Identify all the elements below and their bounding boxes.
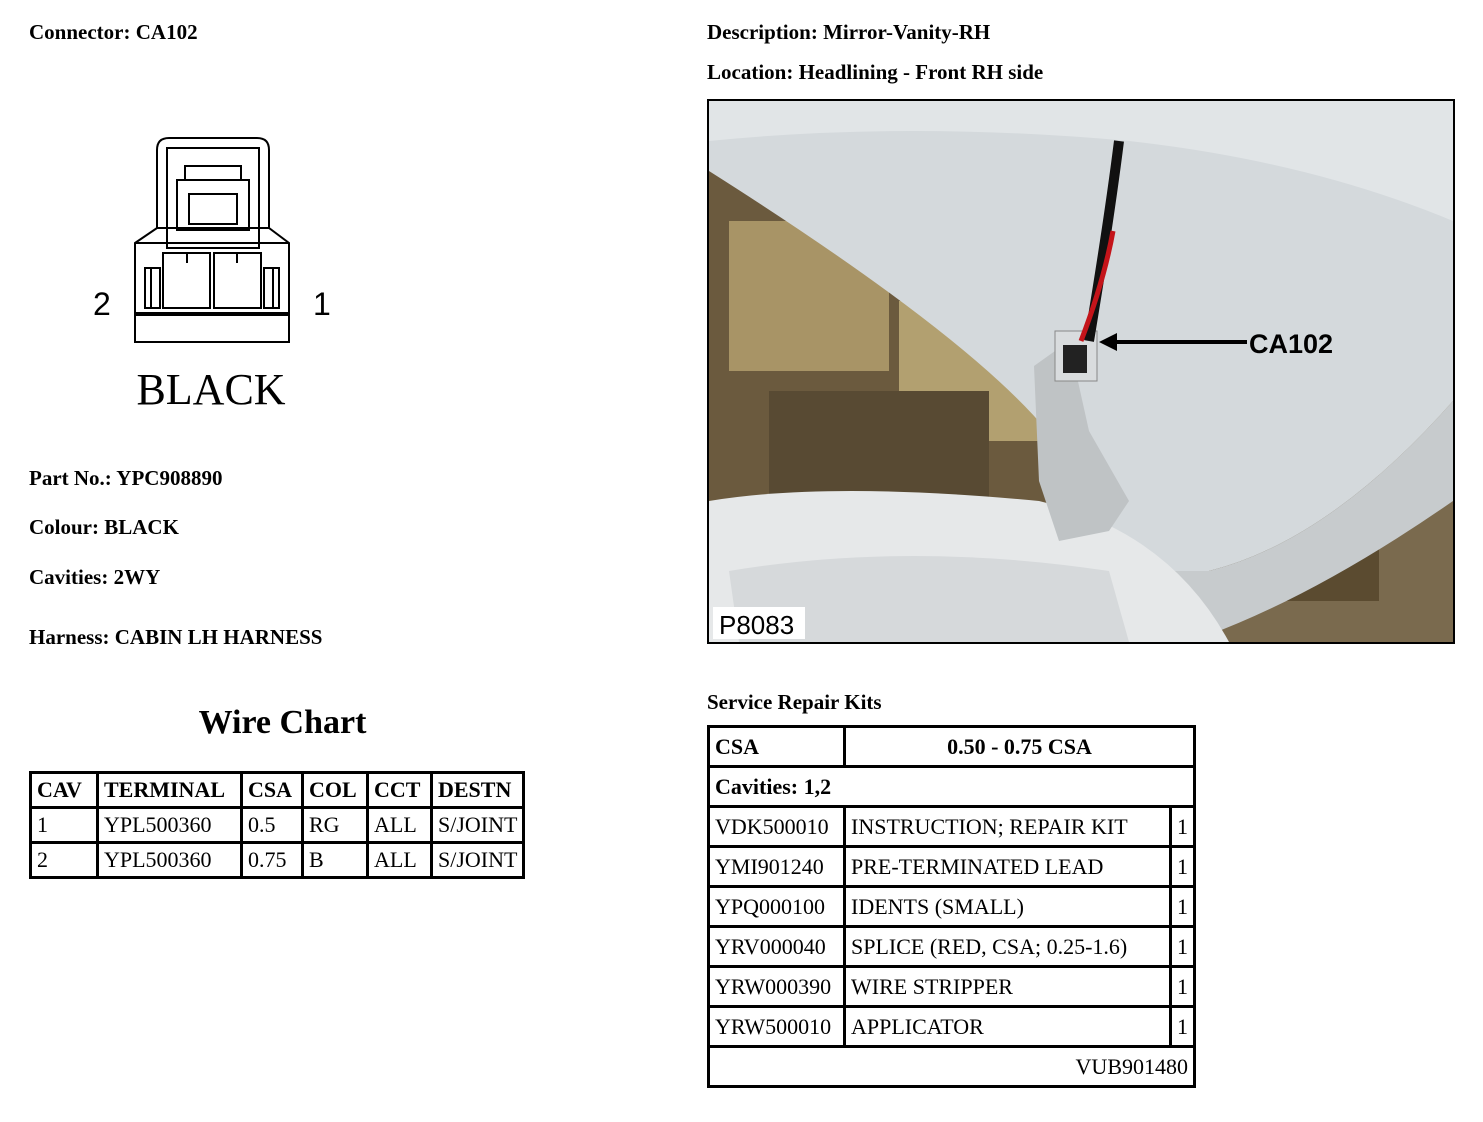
kit-quantity: 1	[1172, 848, 1193, 885]
connector-label: Connector:	[29, 20, 131, 44]
kit-number: VUB901480	[710, 1048, 1193, 1085]
cell-csa: 0.75	[243, 844, 301, 876]
harness-line	[29, 625, 322, 650]
cell-destn: S/JOINT	[433, 809, 522, 841]
harness-value: CABIN LH HARNESS	[114, 625, 323, 649]
kit-quantity: 1	[1172, 808, 1193, 845]
connector-heading	[29, 20, 198, 45]
cell-terminal: YPL500360	[99, 809, 240, 841]
header-col: COL	[304, 774, 366, 806]
kit-description: INSTRUCTION; REPAIR KIT	[846, 808, 1169, 845]
header-terminal: TERMINAL	[99, 774, 240, 806]
cell-cav: 1	[32, 809, 96, 841]
cell-col: RG	[304, 809, 366, 841]
table-row	[710, 968, 1193, 1005]
table-row	[710, 808, 1193, 845]
cell-terminal: YPL500360	[99, 844, 240, 876]
repair-kits-table	[707, 725, 1196, 1088]
photo-reference: P8083	[719, 610, 795, 640]
cell-cct: ALL	[369, 809, 430, 841]
kit-part-number: VDK500010	[710, 808, 843, 845]
table-row	[710, 888, 1193, 925]
connector-drawing	[85, 128, 345, 428]
kit-description: WIRE STRIPPER	[846, 968, 1169, 1005]
kit-description: PRE-TERMINATED LEAD	[846, 848, 1169, 885]
cell-cav: 2	[32, 844, 96, 876]
header-cct: CCT	[369, 774, 430, 806]
description-label: Description:	[707, 20, 818, 44]
header-csa: CSA	[243, 774, 301, 806]
location-photo	[707, 99, 1455, 644]
header-destn: DESTN	[433, 774, 522, 806]
description-value: Mirror-Vanity-RH	[823, 20, 991, 44]
cell-destn: S/JOINT	[433, 844, 522, 876]
harness-label: Harness:	[29, 625, 110, 649]
cell-csa: 0.5	[243, 809, 301, 841]
kit-quantity: 1	[1172, 1008, 1193, 1045]
part-number-label: Part No.:	[29, 466, 112, 490]
pin-1-label: 1	[313, 286, 331, 322]
kit-description: APPLICATOR	[846, 1008, 1169, 1045]
location-heading	[707, 60, 1043, 85]
kits-csa-label: CSA	[710, 728, 843, 765]
repair-kits-title: Service Repair Kits	[707, 690, 882, 714]
kit-quantity: 1	[1172, 888, 1193, 925]
kits-csa-value: 0.50 - 0.75 CSA	[846, 728, 1193, 765]
table-row	[710, 848, 1193, 885]
connector-colour-label: BLACK	[136, 365, 286, 414]
kit-quantity: 1	[1172, 928, 1193, 965]
table-row	[32, 809, 522, 841]
kit-part-number: YMI901240	[710, 848, 843, 885]
kit-part-number: YPQ000100	[710, 888, 843, 925]
connector-face-diagram	[85, 128, 345, 428]
table-row	[710, 928, 1193, 965]
kit-description: IDENTS (SMALL)	[846, 888, 1169, 925]
connector-value: CA102	[135, 20, 198, 44]
cell-cct: ALL	[369, 844, 430, 876]
kit-part-number: YRW000390	[710, 968, 843, 1005]
location-value: Headlining - Front RH side	[798, 60, 1044, 84]
wire-chart-header-row	[32, 774, 522, 806]
vehicle-headlining-photo	[709, 101, 1453, 642]
description-heading	[707, 20, 990, 45]
wire-chart-title: Wire Chart	[198, 704, 367, 741]
kit-part-number: YRV000040	[710, 928, 843, 965]
table-row	[32, 844, 522, 876]
wire-chart-table	[29, 771, 525, 879]
header-cav: CAV	[32, 774, 96, 806]
kits-csa-row	[710, 728, 1193, 765]
part-number-line	[29, 466, 222, 491]
location-label: Location:	[707, 60, 794, 84]
photo-callout-label: CA102	[1249, 329, 1334, 359]
cavities-value: 2WY	[113, 565, 161, 589]
colour-label: Colour:	[29, 515, 99, 539]
kit-part-number: YRW500010	[710, 1008, 843, 1045]
cavities-label: Cavities:	[29, 565, 109, 589]
kits-number-row	[710, 1048, 1193, 1085]
kit-description: SPLICE (RED, CSA; 0.25-1.6)	[846, 928, 1169, 965]
kits-cavities-row	[710, 768, 1193, 805]
table-row	[710, 1008, 1193, 1045]
colour-value: BLACK	[104, 515, 179, 539]
part-number-value: YPC908890	[116, 466, 223, 490]
kits-cavities: Cavities: 1,2	[710, 768, 1193, 805]
pin-2-label: 2	[93, 286, 111, 322]
cavities-line	[29, 565, 160, 590]
colour-line	[29, 515, 179, 540]
kit-quantity: 1	[1172, 968, 1193, 1005]
cell-col: B	[304, 844, 366, 876]
